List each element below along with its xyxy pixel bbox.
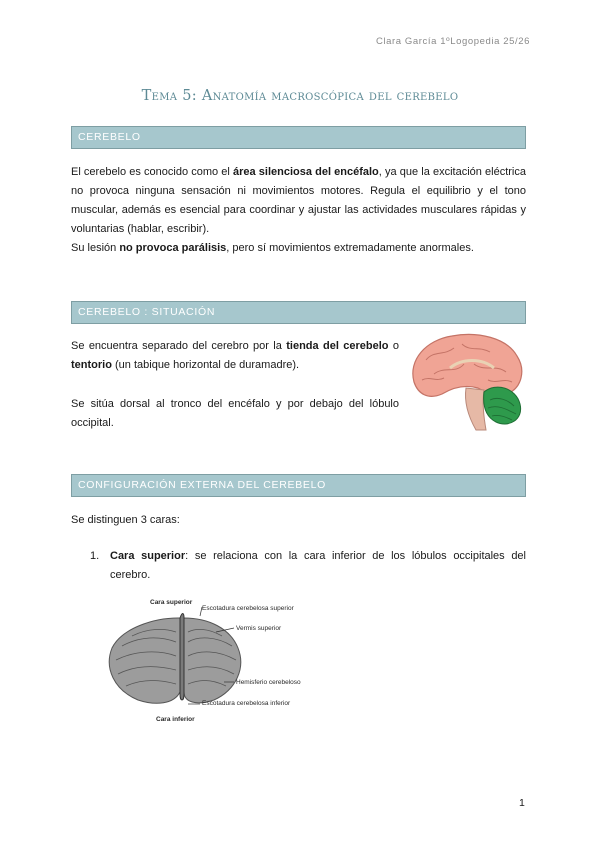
figure-label-escotadura-superior: Escotadura cerebelosa superior <box>202 605 294 612</box>
paragraph-lesion: Su lesión no provoca parálisis, pero sí movimientos extremadamente anormales. <box>71 242 474 254</box>
section-bar-cerebelo: CEREBELO <box>71 126 526 149</box>
section-bar-configuracion: CONFIGURACIÓN EXTERNA DEL CEREBELO <box>71 474 526 497</box>
list-item-cara-superior: 1. Cara superior: se relaciona con la cara inferior de los lóbulos occipitales del cerebro. <box>90 547 526 585</box>
figure-label-escotadura-inferior: Escotadura cerebelosa inferior <box>202 700 291 707</box>
author-note: Clara García 1ºLogopedia 25/26 <box>375 36 530 47</box>
paragraph-definition: El cerebelo es conocido como el área silenciosa del encéfalo, ya que la excitación eléctrica no provoca ninguna sensación ni movimientos motores. Regula el equilibrio y el tono muscular, además es esencial para coordinar y ajustar las actividades musculares rápidas y voluntarias (hablar, escribir). <box>71 166 526 235</box>
paragraph-position: Se sitúa dorsal al tronco del encéfalo y por debajo del lóbulo occipital. <box>71 398 399 429</box>
list-number: 1. <box>90 550 100 562</box>
figure-label-hemisferio: Hemisferio cerebeloso <box>236 679 301 686</box>
page-title: Tema 5: Anatomía macroscópica del cerebelo <box>141 88 459 104</box>
section-bar-situacion: CEREBELO : SITUACIÓN <box>71 301 526 324</box>
figure-label-vermis-superior: Vermis superior <box>236 625 282 632</box>
vermis <box>180 614 184 701</box>
paragraph-tentorio: Se encuentra separado del cerebro por la tienda del cerebelo o tentorio (un tabique horizontal de duramadre). <box>71 340 399 371</box>
figure-label-cara-inferior: Cara inferior <box>156 716 195 723</box>
brainstem <box>465 388 486 430</box>
cerebrum <box>413 334 522 396</box>
cerebellum-right-hemisphere <box>184 618 241 703</box>
figure-label-cara-superior: Cara superior <box>150 599 193 606</box>
paragraph-caras-intro: Se distinguen 3 caras: <box>71 514 180 526</box>
page-number: 1 <box>519 797 525 809</box>
cerebellum-highlight <box>484 387 521 424</box>
brain-illustration <box>404 330 529 435</box>
